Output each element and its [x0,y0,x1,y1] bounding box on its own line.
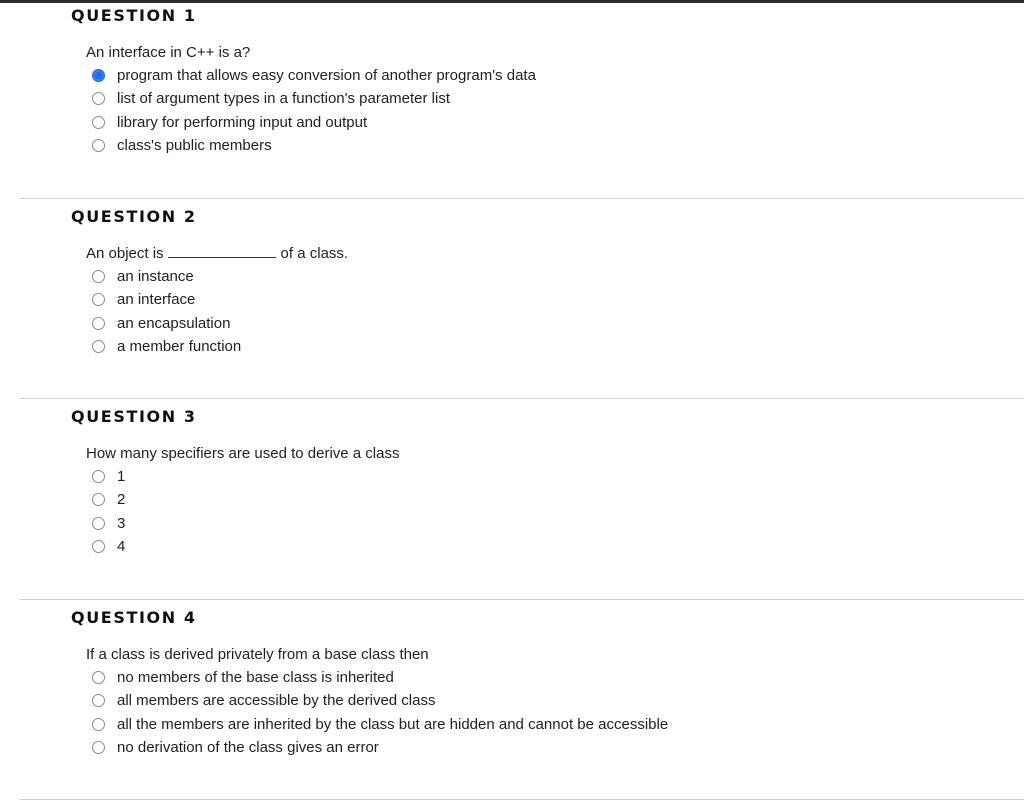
prompt-text-before: An object is [86,245,164,262]
radio-button[interactable] [92,139,105,152]
answer-option[interactable] [92,465,125,488]
answer-option[interactable] [92,312,241,335]
radio-button[interactable] [92,69,105,82]
answer-label[interactable]: library for performing input and output [117,113,368,131]
answer-option[interactable] [92,535,125,558]
question-4 [0,602,1024,802]
answer-label[interactable]: class's public members [117,137,272,155]
radio-button[interactable] [92,92,105,105]
radio-button[interactable] [92,718,105,731]
question-3 [0,401,1024,601]
answer-label[interactable]: an encapsulation [117,314,231,332]
radio-button[interactable] [92,317,105,330]
question-prompt [86,245,348,262]
answer-option[interactable] [92,64,536,87]
answer-options [92,666,668,759]
answer-label[interactable]: an interface [117,291,196,309]
answer-label[interactable]: 4 [117,538,126,556]
question-prompt: If a class is derived privately from a base class then [86,646,429,663]
question-prompt: An interface in C++ is a? [86,44,251,61]
answer-option[interactable] [92,512,125,535]
answer-label[interactable]: 1 [117,468,126,486]
fill-in-blank [168,247,276,258]
radio-button[interactable] [92,517,105,530]
answer-option[interactable] [92,713,668,736]
answer-option[interactable] [92,265,241,288]
radio-button[interactable] [92,470,105,483]
answer-label[interactable]: no derivation of the class gives an error [117,739,379,757]
answer-label[interactable]: program that allows easy conversion of another program's data [117,67,536,85]
answer-option[interactable] [92,666,668,689]
answer-option[interactable] [92,488,125,511]
answer-label[interactable]: all members are accessible by the derived class [117,692,436,710]
radio-button[interactable] [92,493,105,506]
answer-option[interactable] [92,288,241,311]
answer-options [92,265,241,358]
prompt-text-after: of a class. [280,245,349,262]
question-divider [19,799,1024,800]
answer-label[interactable]: all the members are inherited by the class but are hidden and cannot be accessible [117,715,669,733]
answer-option[interactable] [92,736,668,759]
radio-button[interactable] [92,540,105,553]
answer-option[interactable] [92,111,536,134]
question-divider [19,198,1024,199]
radio-button[interactable] [92,694,105,707]
answer-option[interactable] [92,134,536,157]
question-divider [19,398,1024,399]
radio-button[interactable] [92,116,105,129]
answer-label[interactable]: list of argument types in a function's parameter list [117,90,451,108]
radio-button[interactable] [92,671,105,684]
question-heading: QUESTION 1 [71,6,197,25]
answer-options [92,465,125,558]
question-heading: QUESTION 4 [71,608,197,627]
radio-button[interactable] [92,293,105,306]
question-1 [0,0,1024,200]
answer-option[interactable] [92,335,241,358]
answer-option[interactable] [92,689,668,712]
answer-option[interactable] [92,87,536,110]
answer-label[interactable]: an instance [117,268,194,286]
radio-button[interactable] [92,340,105,353]
answer-label[interactable]: 2 [117,491,126,509]
radio-button[interactable] [92,270,105,283]
question-divider [19,599,1024,600]
answer-label[interactable]: a member function [117,338,242,356]
answer-label[interactable]: 3 [117,514,126,532]
question-2 [0,201,1024,401]
question-heading: QUESTION 3 [71,407,197,426]
question-prompt: How many specifiers are used to derive a class [86,445,400,462]
answer-options [92,64,536,157]
answer-label[interactable]: no members of the base class is inherited [117,669,394,687]
question-heading: QUESTION 2 [71,207,197,226]
radio-button[interactable] [92,741,105,754]
